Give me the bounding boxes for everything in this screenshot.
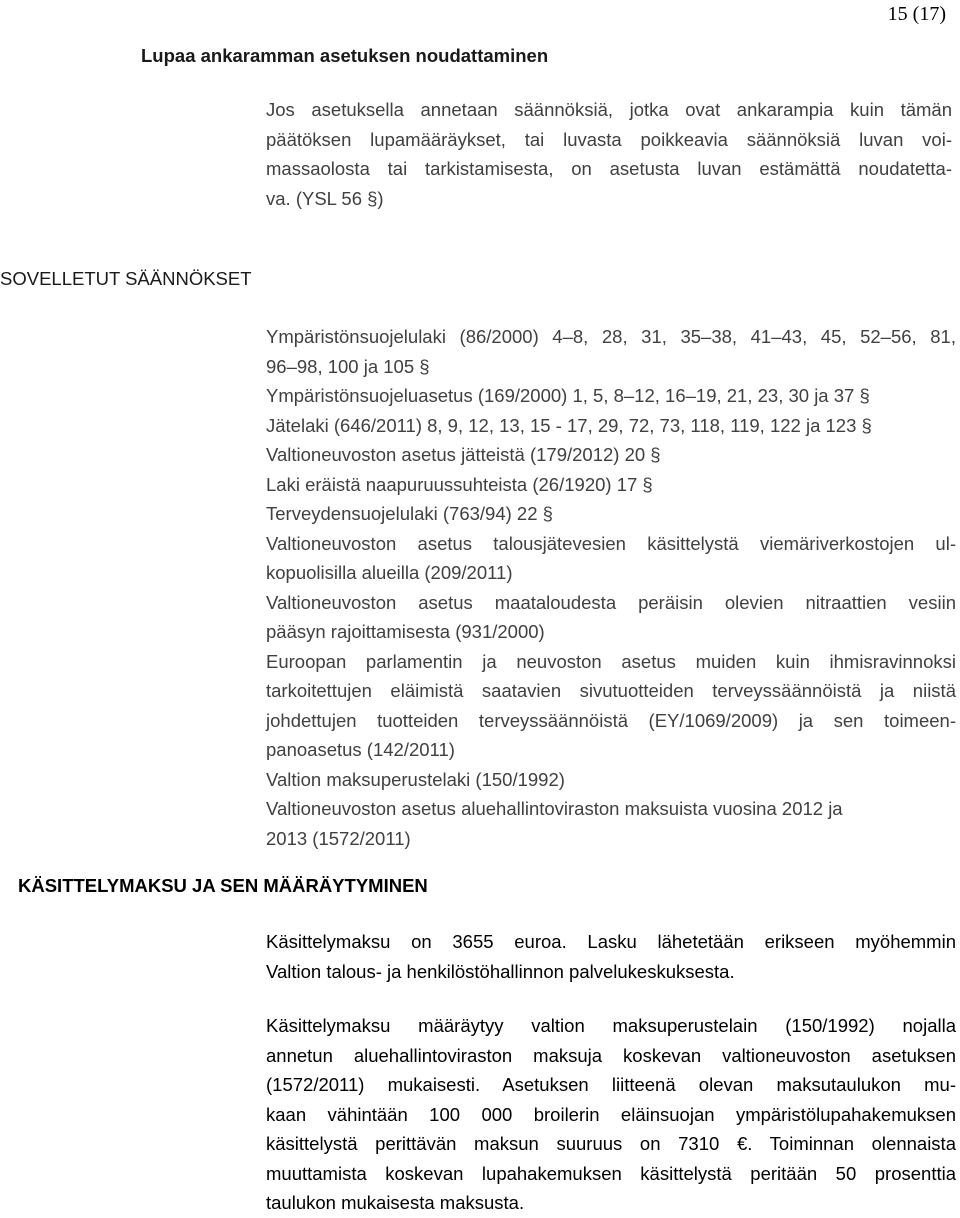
paragraph-line: Valtion talous- ja henkilöstöhallinnon palvelukeskuksesta.	[266, 960, 735, 982]
section-heading-processing-fee: KÄSITTELYMAKSU JA SEN MÄÄRÄYTYMINEN	[18, 875, 428, 896]
paragraph-line: taulukon mukaisesta maksusta.	[266, 1192, 525, 1213]
provision-line: Valtioneuvoston asetus aluehallintoviraston maksuista vuosina 2012 ja	[266, 798, 843, 819]
provision-line: tarkoitettujen eläimistä saatavien sivutuotteiden terveyssäännöistä ja niistä	[266, 680, 956, 701]
provision-line: Valtion maksuperustelaki (150/1992)	[266, 768, 565, 790]
paragraph-line: va. (YSL 56 §)	[266, 187, 384, 209]
processing-fee-paragraph-1	[266, 927, 956, 986]
page-number: 15 (17)	[887, 3, 946, 25]
provision-line: Jätelaki (646/2011) 8, 9, 12, 13, 15 - 17, 29, 72, 73, 118, 119, 122 ja 123 §	[266, 414, 872, 436]
paragraph-line: annetun aluehallintoviraston maksuja koskevan valtioneuvoston asetuksen	[266, 1044, 956, 1066]
paragraph-line: Käsittelymaksu on 3655 euroa. Lasku lähetetään erikseen myöhemmin	[266, 931, 956, 952]
provision-line: Valtioneuvoston asetus maataloudesta peräisin olevien nitraattien vesiin	[266, 591, 956, 613]
paragraph-line: kaan vähintään 100 000 broilerin eläinsuojan ympäristölupahakemuksen	[266, 1103, 956, 1125]
provision-line: johdettujen tuotteiden terveyssäännöistä (EY/1069/2009) ja sen toimeen-	[266, 709, 956, 731]
provision-line: panoasetus (142/2011)	[266, 739, 455, 760]
provision-line: Valtioneuvoston asetus jätteistä (179/2012) 20 §	[266, 444, 661, 465]
paragraph-line: massaolosta tai tarkistamisesta, on asetusta luvan estämättä noudatetta-	[266, 158, 952, 179]
provision-line: pääsyn rajoittamisesta (931/2000)	[266, 621, 545, 642]
provision-line: Terveydensuojelulaki (763/94) 22 §	[266, 503, 553, 524]
provision-line: 96–98, 100 ja 105 §	[266, 355, 430, 377]
paragraph-line: muuttamista koskevan lupahakemuksen käsittelystä peritään 50 prosenttia	[266, 1162, 956, 1184]
strict-decree-paragraph	[266, 95, 952, 213]
provision-line: Ympäristönsuojeluasetus (169/2000) 1, 5, 8–12, 16–19, 21, 23, 30 ja 37 §	[266, 385, 870, 406]
section-heading-strict-decree: Lupaa ankaramman asetuksen noudattaminen	[141, 45, 549, 66]
provision-line: Valtioneuvoston asetus talousjätevesien käsittelystä viemäriverkostojen ul-	[266, 532, 956, 554]
provision-line: Ympäristönsuojelulaki (86/2000) 4–8, 28, 31, 35–38, 41–43, 45, 52–56, 81,	[266, 326, 956, 347]
paragraph-line: Jos asetuksella annetaan säännöksiä, jotka ovat ankarampia kuin tämän	[266, 99, 952, 120]
paragraph-line: käsittelystä perittävän maksun suuruus on 7310 €. Toiminnan olennaista	[266, 1133, 956, 1154]
section-heading-applied-provisions: SOVELLETUT SÄÄNNÖKSET	[0, 268, 252, 289]
processing-fee-paragraph-2	[266, 1011, 956, 1218]
provision-line: Laki eräistä naapuruussuhteista (26/1920) 17 §	[266, 473, 653, 495]
provision-line: 2013 (1572/2011)	[266, 827, 411, 849]
paragraph-line: (1572/2011) mukaisesti. Asetuksen liitteenä olevan maksutaulukon mu-	[266, 1074, 956, 1095]
applied-provisions-list	[266, 322, 956, 853]
paragraph-line: Käsittelymaksu määräytyy valtion maksuperustelain (150/1992) nojalla	[266, 1015, 956, 1036]
paragraph-line: päätöksen lupamääräykset, tai luvasta poikkeavia säännöksiä luvan voi-	[266, 128, 952, 150]
provision-line: Euroopan parlamentin ja neuvoston asetus muiden kuin ihmisravinnoksi	[266, 650, 956, 672]
provision-line: kopuolisilla alueilla (209/2011)	[266, 562, 513, 583]
